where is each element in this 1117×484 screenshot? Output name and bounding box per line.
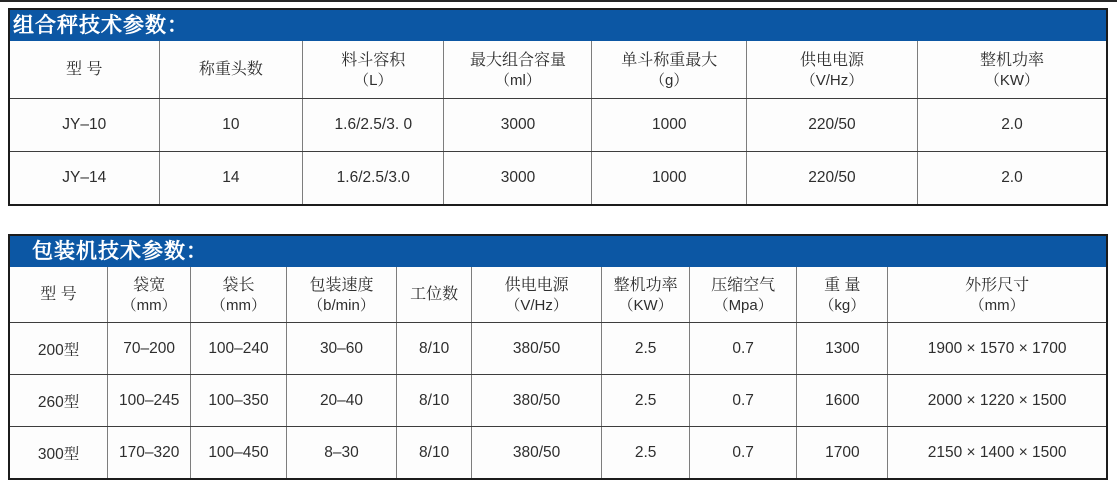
header-label: 包装速度: [309, 276, 374, 294]
header-label: 型 号: [66, 61, 103, 78]
cell-bag-width: 70–200: [108, 323, 191, 375]
header-label: 最大组合容量: [469, 51, 566, 69]
header-unit: （KW）: [618, 296, 673, 314]
header-label: 重 量: [824, 276, 861, 294]
cell-model: 260型: [10, 375, 108, 427]
cell-model: JY–14: [10, 152, 159, 205]
cell-model: 300型: [10, 427, 108, 479]
packer-col-header-model: [10, 267, 108, 323]
header-unit: （KW）: [984, 71, 1040, 89]
cell-hopper-volume: 1.6/2.5/3. 0: [303, 99, 444, 152]
cell-model: 200型: [10, 323, 108, 375]
packaging-machine-title: 包装机技术参数：: [32, 240, 208, 263]
cell-power-supply: 380/50: [471, 323, 601, 375]
header-label: 袋宽: [133, 276, 166, 294]
header-unit: （V/Hz）: [800, 71, 864, 89]
header-label: 整机功率: [979, 51, 1044, 69]
header-label: 称重头数: [198, 61, 263, 78]
cell-total-power: 2.0: [917, 99, 1106, 152]
cell-weighing-heads: 14: [159, 152, 303, 205]
cell-compressed-air: 0.7: [689, 427, 796, 479]
scale-header-row: [10, 41, 1106, 99]
packer-col-header-compressed-air: [689, 267, 796, 323]
packer-row-300: [10, 427, 1106, 479]
cell-hopper-volume: 1.6/2.5/3.0: [303, 152, 444, 205]
header-unit: （mm）: [969, 296, 1025, 314]
scale-col-header-weighing-heads: [159, 41, 303, 99]
scale-col-header-power-supply: [746, 41, 917, 99]
packaging-machine-title-bar: [10, 236, 1106, 267]
header-label: 料斗容积: [341, 51, 406, 69]
top-divider-rule: [0, 0, 1117, 2]
packaging-machine-panel: [8, 234, 1108, 480]
header-unit: （b/min）: [308, 296, 375, 314]
packer-col-header-power-supply: [471, 267, 601, 323]
cell-max-single-hopper-weight: 1000: [592, 152, 747, 205]
packer-col-header-stations: [397, 267, 472, 323]
cell-compressed-air: 0.7: [689, 323, 796, 375]
scale-col-header-max-combination-capacity: [444, 41, 592, 99]
cell-overall-dimensions: 2150 × 1400 × 1500: [888, 427, 1106, 479]
header-label: 整机功率: [613, 276, 678, 294]
combination-scale-title-bar: [10, 10, 1106, 41]
packer-col-header-packing-speed: [286, 267, 397, 323]
cell-weight: 1300: [797, 323, 888, 375]
packaging-machine-table: [10, 267, 1106, 478]
header-label: 工位数: [410, 286, 459, 303]
header-label: 型 号: [40, 286, 77, 303]
cell-power-supply: 220/50: [746, 152, 917, 205]
scale-col-header-hopper-volume: [303, 41, 444, 99]
cell-overall-dimensions: 2000 × 1220 × 1500: [888, 375, 1106, 427]
cell-total-power: 2.0: [917, 152, 1106, 205]
cell-total-power: 2.5: [602, 323, 690, 375]
scale-col-header-model: [10, 41, 159, 99]
cell-max-single-hopper-weight: 1000: [592, 99, 747, 152]
cell-overall-dimensions: 1900 × 1570 × 1700: [888, 323, 1106, 375]
header-unit: （ml）: [495, 71, 541, 89]
cell-bag-width: 170–320: [108, 427, 191, 479]
header-label: 压缩空气: [711, 276, 776, 294]
header-unit: （g）: [650, 71, 689, 89]
cell-packing-speed: 8–30: [286, 427, 397, 479]
cell-stations: 8/10: [397, 427, 472, 479]
scale-row-jy10: [10, 99, 1106, 152]
scale-col-header-max-single-hopper-weight: [592, 41, 747, 99]
cell-weighing-heads: 10: [159, 99, 303, 152]
packer-col-header-weight: [797, 267, 888, 323]
scale-row-jy14: [10, 152, 1106, 205]
packer-header-row: [10, 267, 1106, 323]
cell-model: JY–10: [10, 99, 159, 152]
cell-power-supply: 380/50: [471, 427, 601, 479]
packer-col-header-bag-length: [191, 267, 286, 323]
combination-scale-panel: [8, 8, 1108, 206]
combination-scale-title: 组合秤技术参数：: [13, 14, 189, 37]
packer-col-header-total-power: [602, 267, 690, 323]
combination-scale-table: [10, 41, 1106, 204]
cell-total-power: 2.5: [602, 375, 690, 427]
header-label: 供电电源: [504, 276, 569, 294]
header-label: 袋长: [222, 276, 255, 294]
cell-packing-speed: 30–60: [286, 323, 397, 375]
cell-bag-length: 100–240: [191, 323, 286, 375]
cell-bag-width: 100–245: [108, 375, 191, 427]
cell-total-power: 2.5: [602, 427, 690, 479]
header-unit: （Mpa）: [713, 296, 773, 314]
cell-power-supply: 220/50: [746, 99, 917, 152]
scale-col-header-total-power: [917, 41, 1106, 99]
cell-max-combination-capacity: 3000: [444, 152, 592, 205]
header-unit: （V/Hz）: [505, 296, 568, 314]
packer-col-header-bag-width: [108, 267, 191, 323]
header-unit: （kg）: [819, 296, 866, 314]
cell-compressed-air: 0.7: [689, 375, 796, 427]
cell-stations: 8/10: [397, 323, 472, 375]
header-unit: （mm）: [210, 296, 266, 314]
header-label: 外形尺寸: [965, 276, 1030, 294]
cell-weight: 1700: [797, 427, 888, 479]
cell-power-supply: 380/50: [471, 375, 601, 427]
cell-weight: 1600: [797, 375, 888, 427]
cell-bag-length: 100–450: [191, 427, 286, 479]
header-label: 单斗称重最大: [621, 51, 718, 69]
cell-bag-length: 100–350: [191, 375, 286, 427]
cell-packing-speed: 20–40: [286, 375, 397, 427]
cell-stations: 8/10: [397, 375, 472, 427]
cell-max-combination-capacity: 3000: [444, 99, 592, 152]
packer-col-header-overall-dimensions: [888, 267, 1106, 323]
header-unit: （L）: [354, 71, 393, 89]
packer-row-260: [10, 375, 1106, 427]
header-unit: （mm）: [121, 296, 177, 314]
packer-row-200: [10, 323, 1106, 375]
header-label: 供电电源: [799, 51, 864, 69]
